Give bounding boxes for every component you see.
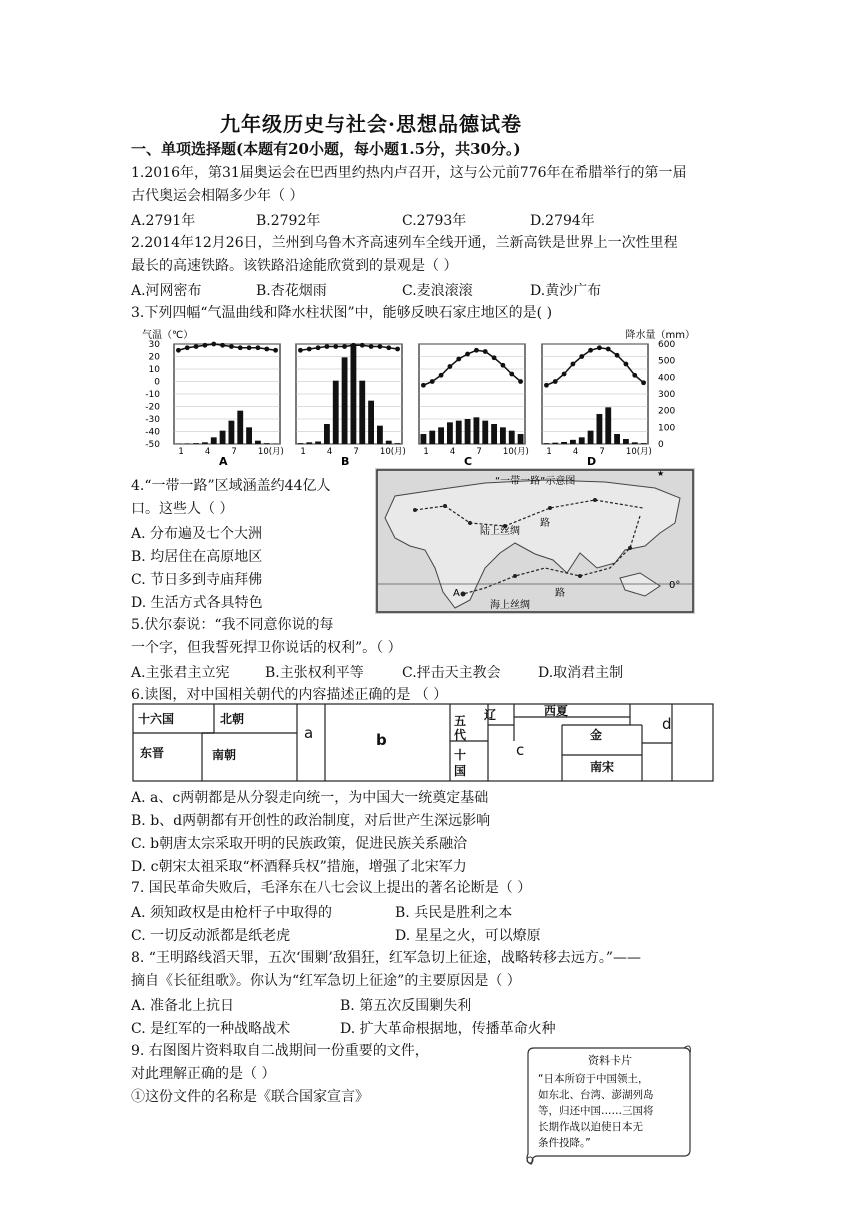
precip-tick: 500: [658, 356, 676, 367]
month-tick: 4: [449, 447, 456, 457]
temp-point: [211, 342, 216, 347]
temp-tick: -50: [145, 440, 160, 450]
temp-line: [300, 345, 397, 350]
q6-option-d: D. c朝宋太祖采取“杯酒释兵权”措施，增强了北宋军力: [131, 859, 467, 875]
month-tick: 7: [231, 447, 237, 457]
month-tick: 1: [546, 447, 552, 457]
precip-bar: [588, 431, 594, 444]
month-tick: 10(月): [379, 447, 406, 457]
precip-bar: [500, 427, 506, 444]
precip-tick: 0: [658, 440, 664, 450]
label-xixia: 西夏: [544, 704, 569, 718]
q9-line2: 对此理解正确的是（ ）: [131, 1066, 276, 1082]
precip-bar: [306, 442, 312, 444]
temp-point: [176, 348, 181, 353]
q4-option-a: A. 分布遍及七个大洲: [131, 526, 263, 542]
card-line-3: 等，归还中国……三国将: [538, 1105, 654, 1117]
temp-line: [423, 350, 520, 385]
precip-bar: [315, 442, 321, 445]
q1-line1: 1.2016年，第31届奥运会在巴西里约热内卢召开，这与公元前776年在希腊举行的第一届: [131, 165, 687, 181]
temp-point: [562, 372, 567, 377]
q7-option-b: B. 兵民是胜利之本: [395, 905, 513, 921]
label-nanchao: 南朝: [212, 748, 237, 762]
precip-bar: [237, 411, 243, 444]
precip-bar: [377, 426, 383, 444]
temp-point: [333, 344, 338, 349]
card-title: 资料卡片: [588, 1054, 632, 1067]
precip-bar: [518, 434, 524, 444]
dynasty-chart: [132, 703, 714, 783]
temp-point: [474, 348, 479, 353]
temp-tick: 0: [154, 377, 160, 388]
precip-bar: [386, 441, 392, 444]
card-line-2: 如东北、台湾、澎湖列岛: [538, 1089, 654, 1101]
q7-line1: 7. 国民革命失败后，毛泽东在八七会议上提出的著名论断是（ ）: [131, 880, 532, 896]
label-shiguo-2: 国: [454, 764, 467, 778]
precip-tick: 600: [658, 340, 676, 350]
temp-point: [229, 344, 234, 349]
temp-point: [325, 344, 330, 349]
q6-option-a: A. a、c两朝都是从分裂走向统一，为中国大一统奠定基础: [131, 790, 489, 806]
precip-bar: [570, 440, 576, 444]
q8-option-b: B. 第五次反围剿失利: [340, 998, 472, 1014]
precip-bar: [597, 414, 603, 444]
q4-line1: 4.“一带一路”区域涵盖约44亿人: [131, 478, 331, 494]
precip-bar: [264, 443, 270, 444]
sea-road-suffix: 路: [555, 588, 565, 599]
temp-point: [544, 383, 549, 388]
temp-tick: 20: [148, 352, 160, 363]
belt-road-map: [375, 468, 695, 614]
precip-bar: [482, 421, 488, 444]
temp-point: [238, 345, 243, 350]
q6-line1: 6.读图，对中国相关朝代的内容描述正确的是 （ ）: [131, 687, 448, 703]
q7-option-d: D. 星星之火，可以燎原: [395, 928, 541, 944]
label-liao: 辽: [484, 708, 497, 722]
q7-option-a: A. 须知政权是由枪杆子中取得的: [131, 905, 333, 921]
label-jin: 金: [590, 728, 603, 742]
precip-bar: [465, 419, 471, 444]
temp-point: [264, 347, 269, 352]
label-a: a: [304, 724, 314, 742]
precip-bar: [421, 434, 427, 444]
precip-bar: [561, 442, 567, 444]
q1-option-b: B.2792年: [256, 213, 321, 229]
temp-tick: -40: [145, 427, 160, 438]
q1-option-d: D.2794年: [530, 213, 595, 229]
q5-line2: 一个字，但我誓死捍卫你说话的权利”。（ ）: [131, 640, 402, 656]
precip-bar: [342, 357, 348, 444]
label-d: d: [662, 715, 672, 733]
q9-line1: 9. 右图图片资料取自二战期间一份重要的文件，: [131, 1043, 429, 1059]
temp-tick: 10: [148, 365, 160, 375]
temp-tick: -30: [145, 415, 160, 425]
precip-bar: [298, 443, 304, 444]
precip-bar: [632, 442, 638, 444]
temp-point: [273, 348, 278, 353]
month-tick: 4: [326, 447, 333, 457]
q1-option-a: A.2791年: [131, 213, 196, 229]
label-c: c: [516, 741, 525, 759]
month-tick: 10(月): [502, 447, 529, 457]
q2-option-c: C.麦浪滚滚: [402, 283, 473, 299]
month-tick: 10(月): [625, 447, 652, 457]
temp-point: [298, 348, 303, 353]
precip-tick: 100: [658, 423, 676, 434]
label-wudai-2: 代: [454, 728, 467, 742]
temp-line: [546, 348, 643, 386]
precip-bar: [211, 437, 217, 444]
climate-charts: [130, 326, 700, 466]
precip-bar: [246, 427, 252, 444]
month-tick: 4: [204, 447, 211, 457]
temp-point: [256, 345, 261, 350]
month-tick: 1: [300, 447, 306, 457]
month-tick: 10(月): [257, 447, 284, 457]
precip-bar: [641, 443, 647, 444]
precip-bar: [184, 444, 190, 445]
temp-tick: -10: [145, 390, 160, 400]
label-wudai-1: 五: [454, 714, 467, 728]
precip-bar: [614, 434, 620, 444]
q2-line1: 2.2014年12月26日，兰州到乌鲁木齐高速列车全线开通，兰新高铁是世界上一次性里程: [131, 235, 678, 251]
month-tick: 1: [423, 447, 429, 457]
month-tick: 7: [353, 447, 359, 457]
precip-bar: [438, 427, 444, 444]
temp-point: [203, 343, 208, 348]
precip-bar: [193, 443, 199, 444]
temp-point: [360, 343, 365, 348]
temp-point: [615, 353, 620, 358]
section-heading: 一、单项选择题(本题有20小题，每小题1.5分，共30分。): [131, 140, 521, 158]
temp-point: [316, 345, 321, 350]
month-tick: 7: [476, 447, 482, 457]
panel-label: A: [219, 455, 228, 466]
label-beichao: 北朝: [220, 712, 245, 726]
q8-option-a: A. 准备北上抗日: [131, 998, 235, 1014]
q5-line1: 5.伏尔泰说：“我不同意你说的每: [131, 617, 334, 633]
temp-point: [430, 379, 435, 384]
temp-point: [624, 362, 629, 367]
temp-point: [395, 347, 400, 352]
temp-point: [351, 343, 356, 348]
q2-option-b: B.杏花烟雨: [256, 283, 327, 299]
precip-bar: [552, 443, 558, 444]
q8-option-d: D. 扩大革命根据地，传播革命火种: [340, 1021, 556, 1037]
temp-axis-label: 气温（℃）: [142, 330, 194, 341]
temp-point: [606, 347, 611, 352]
temp-point: [492, 355, 497, 360]
precip-tick: 200: [658, 406, 676, 417]
precip-bar: [333, 381, 339, 444]
month-tick: 4: [572, 447, 579, 457]
label-b: b: [376, 731, 387, 749]
q2-line2: 最长的高速铁路。该铁路沿途能欣赏到的景观是（ ）: [131, 258, 458, 274]
land-road-suffix: 路: [540, 518, 550, 529]
precip-bar: [544, 443, 550, 444]
temp-point: [571, 362, 576, 367]
q5-option-a: A.主张君主立宪: [131, 665, 230, 681]
q5-option-c: C.抨击天主教会: [402, 665, 501, 681]
temp-point: [588, 348, 593, 353]
map-star-icon: ★: [657, 469, 665, 478]
precip-bar: [395, 443, 401, 444]
month-tick: 1: [178, 447, 184, 457]
precip-tick: 300: [658, 390, 676, 400]
temp-point: [501, 363, 506, 368]
q1-line2: 古代奥运会相隔多少年（ ）: [131, 188, 304, 204]
precip-bar: [359, 381, 365, 444]
temp-point: [483, 349, 488, 354]
equator-label: 0°: [669, 580, 681, 591]
precip-bar: [579, 437, 585, 444]
temp-point: [369, 344, 374, 349]
page-title: 九年级历史与社会·思想品德试卷: [220, 112, 522, 136]
q3-line1: 3.下列四幅“气温曲线和降水柱状图”中，能够反映石家庄地区的是( ): [131, 305, 553, 321]
precip-bar: [447, 422, 453, 444]
temp-point: [518, 379, 523, 384]
q8-line1: 8. “王明路线滔天罪，五次‘围剿’敌猖狂，红军急切上征途，战略转移去远方。”——: [131, 950, 642, 966]
temp-point: [448, 364, 453, 369]
precip-bar: [491, 424, 497, 444]
sea-road-label: 海上丝绸: [490, 600, 530, 611]
temp-tick: 30: [148, 340, 160, 350]
q8-line2: 摘自《长征组歌》。你认为“红军急切上征途”的主要原因是（ ）: [131, 973, 521, 989]
temp-tick: -20: [145, 402, 160, 413]
month-tick: 7: [599, 447, 605, 457]
temp-point: [307, 347, 312, 352]
q9-line3: ①这份文件的名称是《联合国家宣言》: [131, 1089, 369, 1105]
q6-option-b: B. b、d两朝都有开创性的政治制度，对后世产生深远影响: [131, 813, 491, 829]
q4-option-b: B. 均居住在高原地区: [131, 549, 263, 565]
label-shiliuguo: 十六国: [138, 712, 175, 726]
precip-bar: [255, 441, 261, 444]
temp-line: [178, 344, 275, 350]
card-line-1: “日本所窃于中国领土，: [538, 1073, 649, 1085]
precip-bar: [605, 407, 611, 444]
temp-point: [632, 373, 637, 378]
temp-point: [465, 352, 470, 357]
panel-label: B: [341, 455, 350, 466]
q1-option-c: C.2793年: [402, 213, 467, 229]
q8-option-c: C. 是红军的一种战略战术: [131, 1021, 291, 1037]
temp-point: [509, 372, 514, 377]
precip-axis-label: 降水量（mm）: [625, 330, 695, 341]
precip-bar: [623, 439, 629, 444]
precip-bar: [324, 424, 330, 444]
map-title: “一带一路”示意图: [495, 476, 576, 487]
card-line-5: 条件投降。”: [538, 1137, 591, 1149]
q2-option-d: D.黄沙广布: [530, 283, 602, 299]
q7-option-c: C. 一切反动派都是纸老虎: [131, 928, 291, 944]
precip-bar: [474, 417, 480, 444]
panel-label: D: [587, 455, 597, 466]
q4-line2: 口。这些人（ ）: [131, 501, 234, 517]
precip-tick: 400: [658, 373, 676, 384]
precip-bar: [368, 401, 374, 444]
temp-point: [378, 344, 383, 349]
temp-point: [439, 373, 444, 378]
label-nansong: 南宋: [590, 760, 615, 774]
temp-point: [194, 344, 199, 349]
temp-point: [247, 345, 252, 350]
q4-option-d: D. 生活方式各具特色: [131, 595, 263, 611]
q4-option-c: C. 节日多到寺庙拜佛: [131, 572, 263, 588]
temp-point: [185, 345, 190, 350]
precip-bar: [509, 431, 515, 444]
panel-label: C: [464, 455, 473, 466]
q2-option-a: A.河网密布: [131, 283, 202, 299]
temp-point: [641, 380, 646, 385]
label-shiguo-1: 十: [454, 748, 467, 762]
temp-point: [456, 357, 461, 362]
card-line-4: 长期作战以迫使日本无: [538, 1121, 643, 1133]
temp-point: [579, 354, 584, 359]
temp-point: [342, 344, 347, 349]
precip-bar: [429, 431, 435, 444]
land-road-label: 陆上丝绸: [480, 526, 520, 537]
precip-bar: [229, 421, 235, 444]
precip-bar: [351, 344, 357, 444]
temp-point: [421, 383, 426, 388]
temp-point: [597, 345, 602, 350]
precip-bar: [220, 431, 226, 444]
q5-option-d: D.取消君主制: [538, 665, 624, 681]
precip-bar: [202, 442, 208, 444]
temp-point: [553, 379, 558, 384]
q6-option-c: C. b朝唐太宗采取开明的民族政策，促进民族关系融洽: [131, 836, 468, 852]
map-point-a: A: [453, 588, 460, 599]
label-dongjin: 东晋: [140, 746, 165, 760]
temp-point: [220, 343, 225, 348]
q5-option-b: B.主张权利平等: [265, 665, 364, 681]
precip-bar: [456, 421, 462, 444]
resource-card: [524, 1040, 694, 1166]
temp-point: [386, 345, 391, 350]
